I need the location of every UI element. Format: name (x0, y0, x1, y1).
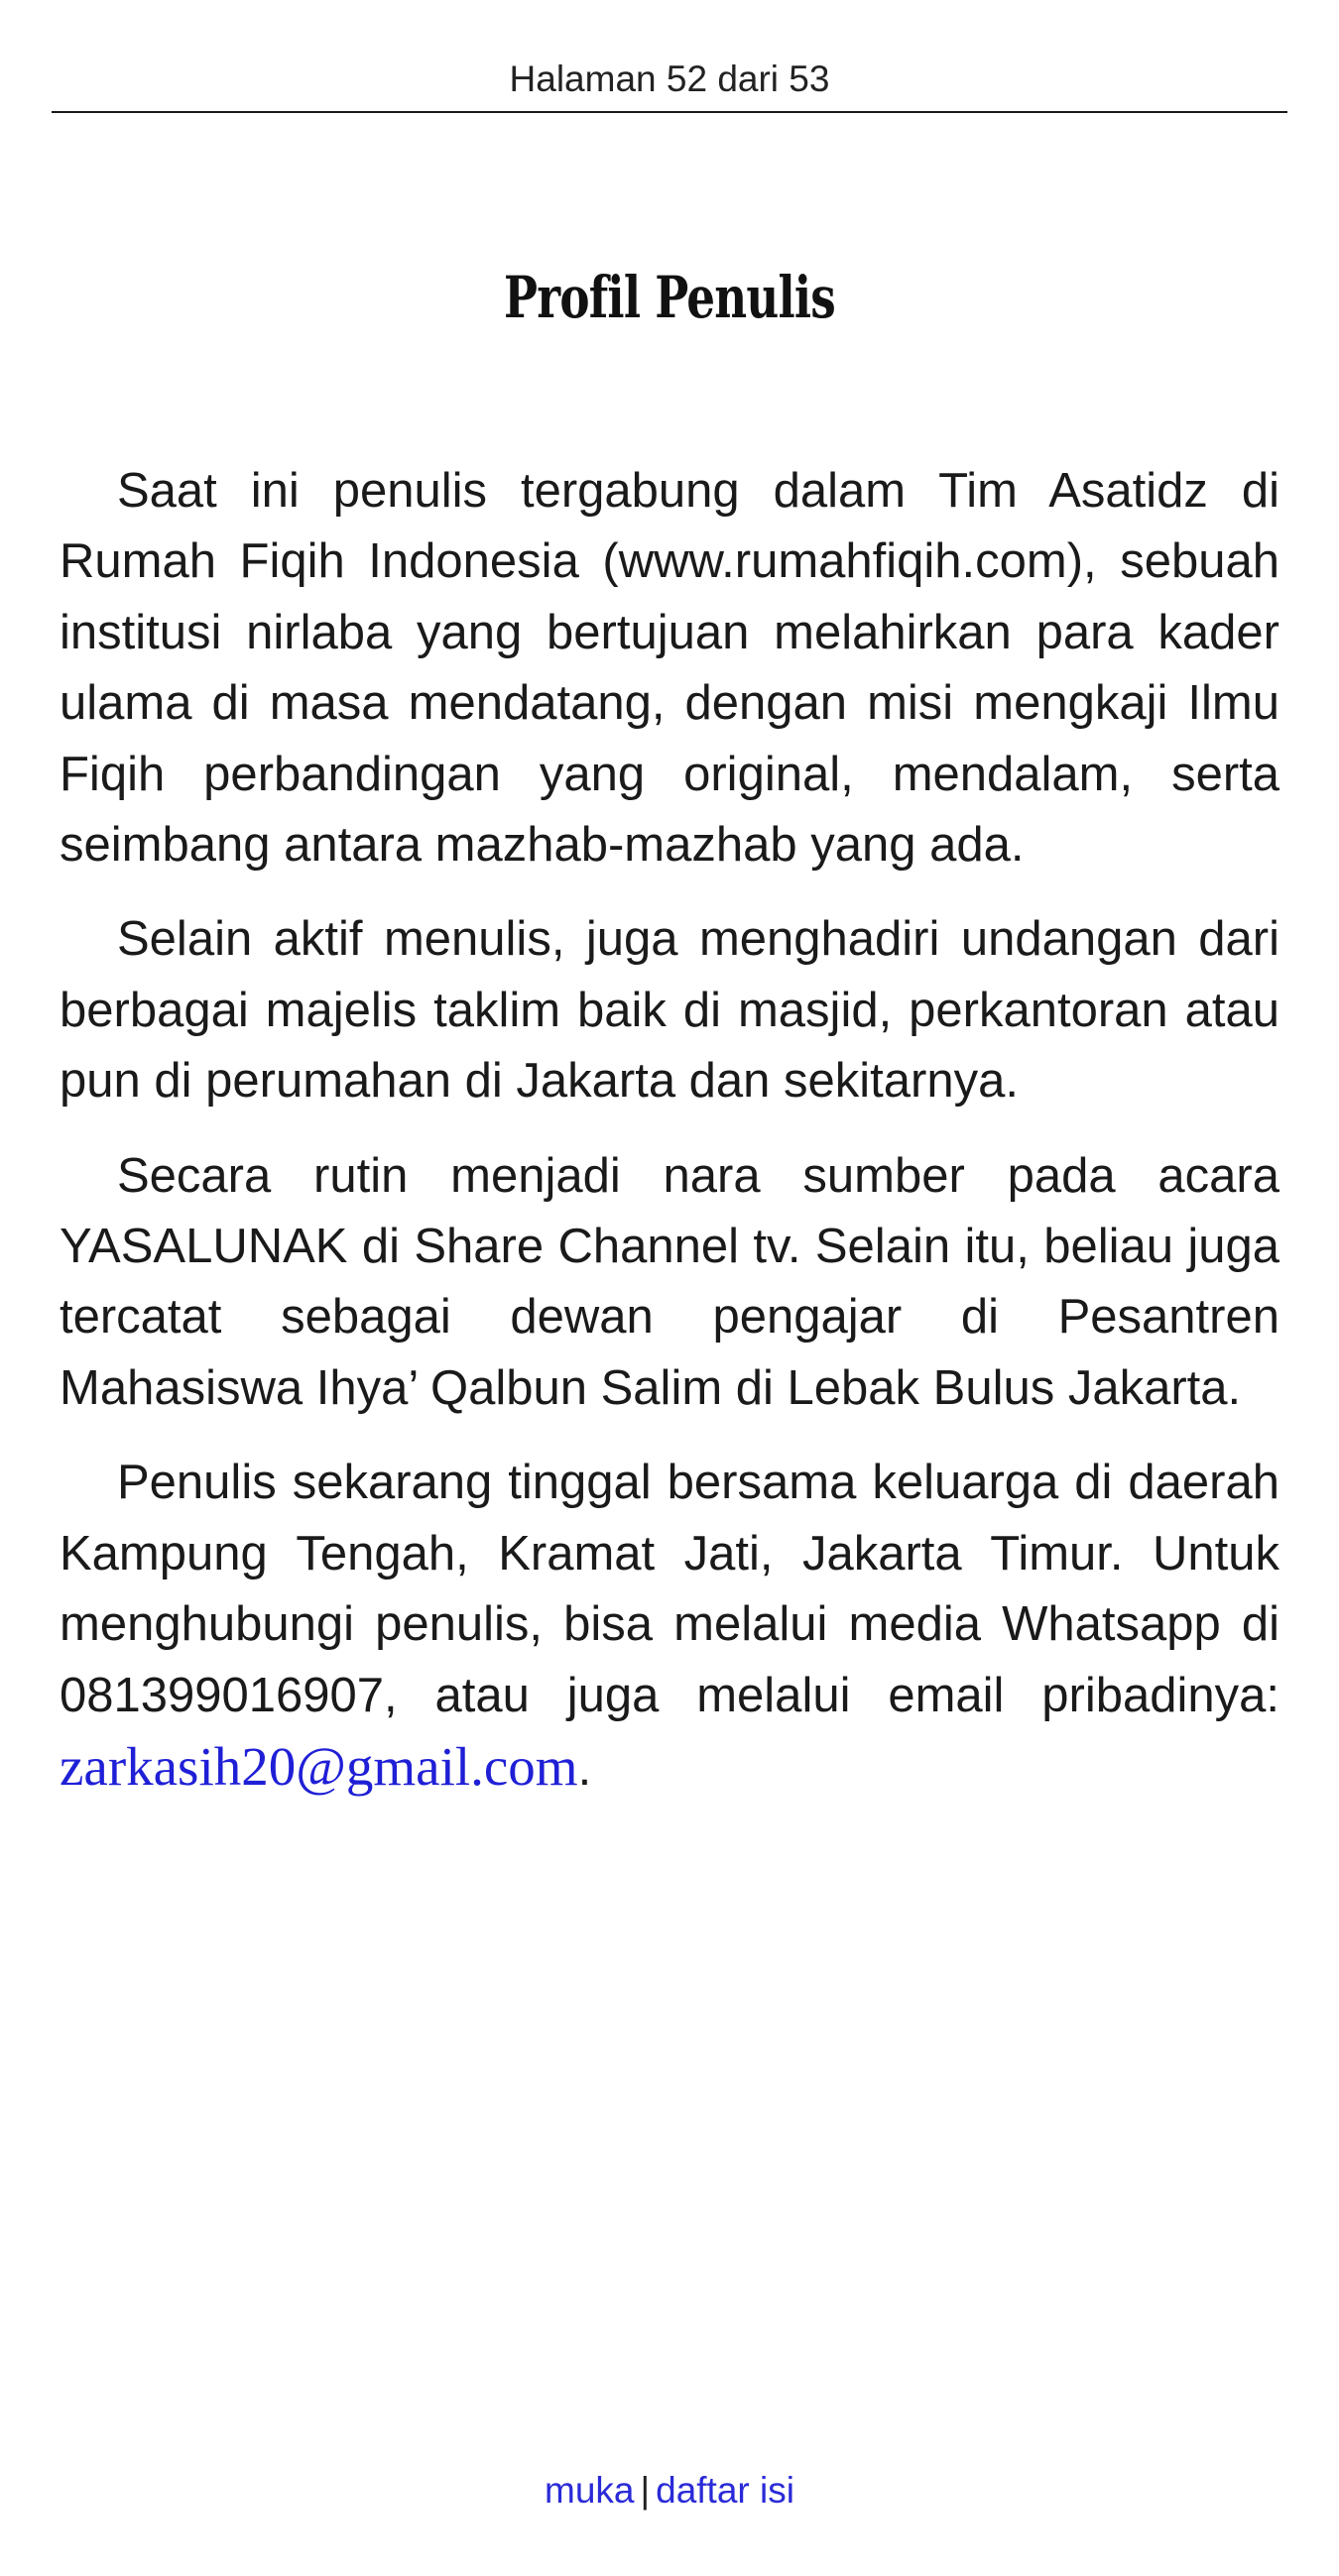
page-title: Profil Penulis (504, 264, 835, 331)
home-link[interactable]: muka (545, 2470, 635, 2511)
paragraph-membership: Saat ini penulis tergabung dalam Tim Asatidz di Rumah Fiqih Indonesia (www.rumahfiqih.com), sebuah institusi nirlaba yang bertujuan melahirkan para kader ulama di masa mendatang, dengan misi mengkaji Ilmu Fiqih perbandingan yang original, mendalam, serta seimbang antara mazhab-mazhab yang ada. (60, 464, 1279, 873)
email-link[interactable]: zarkasih20@gmail.com (60, 1735, 578, 1797)
header-divider (52, 111, 1287, 113)
contact-period: . (577, 1741, 592, 1796)
paragraph-contact (60, 1448, 1279, 1805)
footer-nav (52, 2467, 1287, 2515)
page-indicator: Halaman 52 dari 53 (509, 59, 830, 99)
contact-text: Penulis sekarang tinggal bersama keluarga di daerah Kampung Tengah, Kramat Jati, Jakarta Timur. Untuk menghubungi penulis, bisa melalui media Whatsapp di 081399016907, atau juga melalui email pribadinya: (60, 1456, 1279, 1722)
paragraph-teaching: Secara rutin menjadi nara sumber pada acara YASALUNAK di Share Channel tv. Selain itu, beliau juga tercatat sebagai dewan pengajar di Pesantren Mahasiswa Ihya’ Qalbun Salim di Lebak Bulus Jakarta. (60, 1148, 1279, 1415)
article-body (60, 456, 1279, 1828)
paragraph-activities: Selain aktif menulis, juga menghadiri undangan dari berbagai majelis taklim baik di masjid, perkantoran atau pun di perumahan di Jakarta dan sekitarnya. (60, 912, 1279, 1109)
table-of-contents-link[interactable]: daftar isi (656, 2470, 794, 2511)
footer-separator: | (640, 2470, 651, 2511)
